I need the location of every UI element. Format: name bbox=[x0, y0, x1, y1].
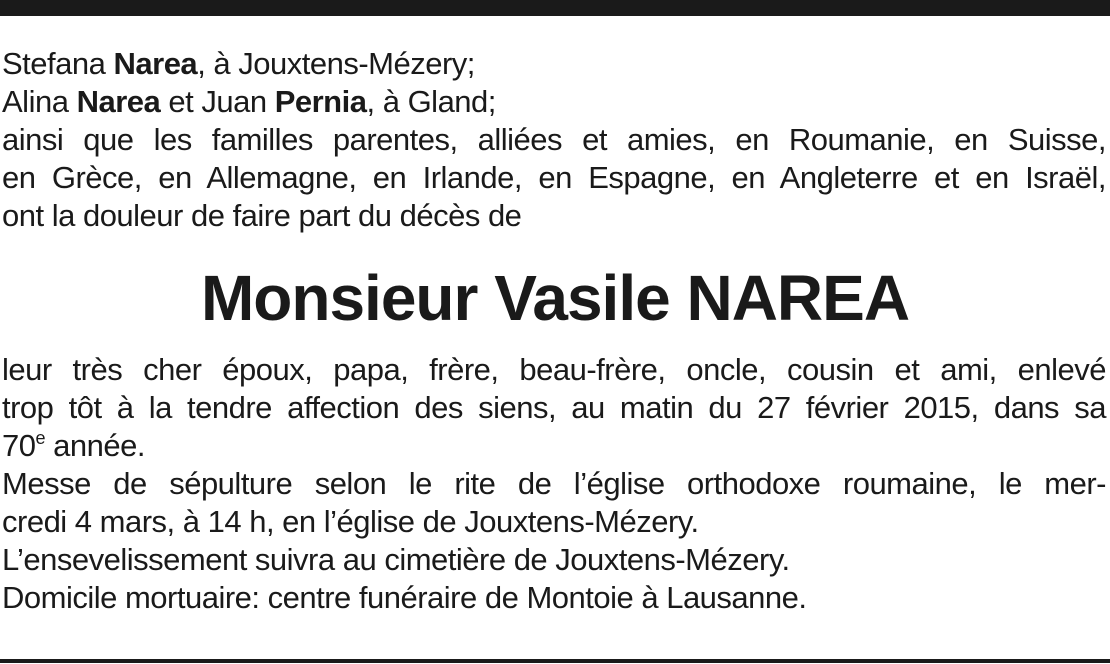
surname: Pernia bbox=[274, 84, 367, 119]
body-line-date: trop tôt à la tendre affection des siens, au matin du 27 février 2015, dans sa bbox=[2, 390, 1106, 425]
body-line-relationship: leur très cher époux, papa, frère, beau-frère, oncle, cousin et ami, enlevé bbox=[2, 352, 1106, 387]
family-line-stefana: Stefana Narea, à Jouxtens-Mézery; bbox=[2, 46, 475, 81]
top-border-rule bbox=[0, 0, 1110, 16]
notice-body bbox=[2, 351, 1106, 617]
surname: Narea bbox=[113, 46, 198, 81]
bottom-border-rule bbox=[0, 659, 1110, 663]
body-line-mass-continued: credi 4 mars, à 14 h, en l’église de Jouxtens-Mézery. bbox=[2, 504, 699, 539]
family-announcement bbox=[2, 45, 1106, 235]
announcement-sentence: ont la douleur de faire part du décès de bbox=[2, 198, 522, 233]
body-line-burial: L’ensevelissement suivra au cimetière de Jouxtens-Mézery. bbox=[2, 542, 790, 577]
body-line-age: 70e année. bbox=[2, 428, 145, 463]
family-line-alina: Alina Narea et Juan Pernia, à Gland; bbox=[2, 84, 496, 119]
surname: Narea bbox=[76, 84, 161, 119]
deceased-name: Monsieur Vasile NAREA bbox=[200, 262, 910, 334]
family-line-countries: en Grèce, en Allemagne, en Irlande, en Espagne, en Angleterre et en Israël, bbox=[2, 160, 1106, 195]
family-line-relatives: ainsi que les familles parentes, alliées et amies, en Roumanie, en Suisse, bbox=[2, 122, 1106, 157]
body-line-domicile: Domicile mortuaire: centre funéraire de Montoie à Lausanne. bbox=[2, 580, 807, 615]
body-line-mass: Messe de sépulture selon le rite de l’église orthodoxe roumaine, le mer- bbox=[2, 466, 1106, 501]
